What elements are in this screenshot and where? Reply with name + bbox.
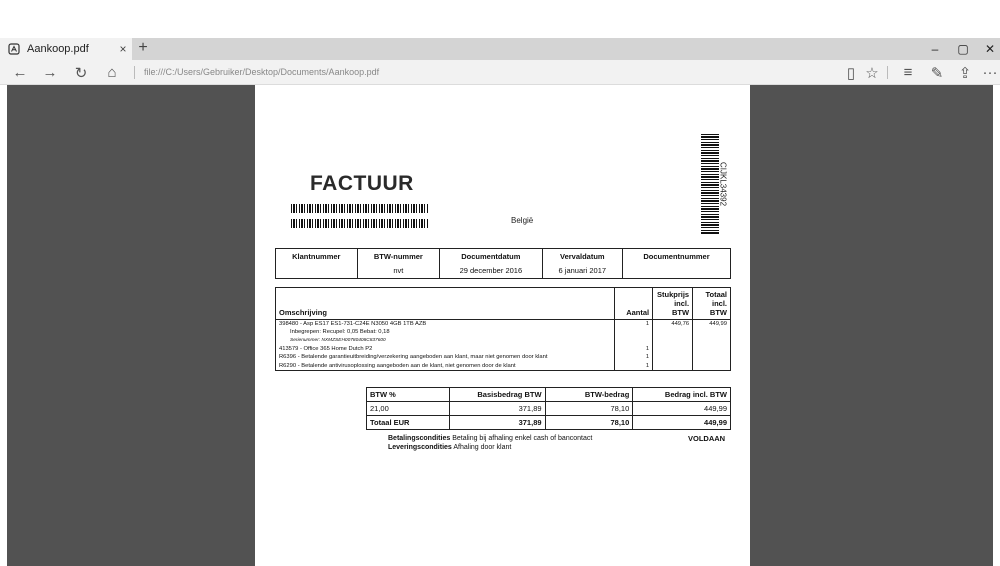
items-header-total-line2: incl. BTW xyxy=(709,299,727,317)
table-row xyxy=(276,320,731,329)
payment-terms-label: Betalingscondities xyxy=(388,435,451,442)
new-tab-button[interactable]: + xyxy=(138,39,148,56)
item-description: 413579 - Office 365 Home Dutch P2 xyxy=(276,345,615,353)
table-row xyxy=(276,337,731,345)
table-row xyxy=(276,361,731,370)
vat-summary-table xyxy=(366,387,731,430)
item-qty: 1 xyxy=(615,345,653,353)
vat-header: Bedrag incl. BTW xyxy=(633,388,731,402)
viewer-background-right xyxy=(750,85,993,566)
vat-total-vat: 78,10 xyxy=(545,416,633,430)
items-header-qty: Aantal xyxy=(615,288,653,320)
pdf-viewer[interactable] xyxy=(0,85,1000,566)
item-unit-price xyxy=(653,353,693,361)
home-button[interactable]: ⌂ xyxy=(107,64,117,81)
table-row-total xyxy=(367,416,731,430)
vat-incl-amount: 449,99 xyxy=(633,402,731,416)
item-unit-price xyxy=(653,328,693,336)
invoice-info-table xyxy=(275,248,731,279)
navigation-bar xyxy=(0,60,1000,85)
more-icon[interactable]: ··· xyxy=(982,64,998,81)
info-value xyxy=(623,263,731,279)
table-row xyxy=(367,402,731,416)
window-top-strip xyxy=(0,0,1000,38)
pdf-page xyxy=(255,86,750,566)
vat-total-base: 371,89 xyxy=(449,416,545,430)
items-header-description: Omschrijving xyxy=(276,288,615,320)
item-unit-price: 449,76 xyxy=(653,320,693,329)
reading-view-icon[interactable]: ▯ xyxy=(846,64,856,82)
close-window-button[interactable]: ✕ xyxy=(984,42,996,56)
item-total xyxy=(693,328,731,336)
info-header: BTW-nummer xyxy=(357,249,440,264)
tab-title: Aankoop.pdf xyxy=(27,43,89,55)
info-value: 6 januari 2017 xyxy=(542,263,622,279)
minimize-button[interactable]: – xyxy=(931,42,939,56)
vat-total-incl: 449,99 xyxy=(633,416,731,430)
vat-header: BTW % xyxy=(367,388,450,402)
item-unit-price xyxy=(653,337,693,345)
item-qty: 1 xyxy=(615,361,653,370)
share-icon[interactable]: ⇪ xyxy=(958,64,972,82)
payment-terms-value: Betaling bij afhaling enkel cash of bancontact xyxy=(452,435,593,442)
hub-icon[interactable]: ≡ xyxy=(903,64,913,81)
items-header-total xyxy=(693,288,731,320)
item-qty xyxy=(615,328,653,336)
vat-rate: 21,00 xyxy=(367,402,450,416)
barcode-graphic xyxy=(291,219,429,228)
item-description: R6290 - Betalende antivirusoplossing aangeboden aan de klant, niet genomen door de klant xyxy=(276,361,615,370)
info-header: Klantnummer xyxy=(276,249,358,264)
web-note-icon[interactable]: ✎ xyxy=(930,64,944,82)
viewer-background-left xyxy=(7,85,255,566)
item-unit-price xyxy=(653,361,693,370)
invoice-terms xyxy=(388,434,592,452)
items-header-unit-price-line2: incl. BTW xyxy=(672,299,690,317)
pdf-icon xyxy=(8,43,20,55)
item-total xyxy=(693,337,731,345)
address-bar[interactable]: file:///C:/Users/Gebruiker/Desktop/Documents/Aankoop.pdf xyxy=(144,67,380,77)
item-total xyxy=(693,345,731,353)
barcode-text: CIJKL34392 xyxy=(718,161,728,207)
favorite-star-icon[interactable]: ☆ xyxy=(865,64,879,82)
item-description: 398480 - Asp ES17 ES1-731-C24E N3050 4GB 1TB AZB xyxy=(276,320,615,329)
tab-aankoop-pdf[interactable] xyxy=(0,38,132,60)
payment-terms xyxy=(388,434,592,443)
address-separator xyxy=(134,66,135,79)
back-button[interactable]: ← xyxy=(12,64,28,81)
delivery-terms-value: Afhaling door klant xyxy=(453,444,512,451)
invoice-title: FACTUUR xyxy=(310,172,414,195)
item-description: R6396 - Betalende garantieuitbreiding/verzekering aangeboden aan klant, maar niet genomen door klant xyxy=(276,353,615,361)
item-qty: 1 xyxy=(615,353,653,361)
item-description: Serienummer: NXMZSEH00780408C837600 xyxy=(276,337,615,345)
vat-header: Basisbedrag BTW xyxy=(449,388,545,402)
items-header-total-line1: Totaal xyxy=(705,290,727,299)
info-value: nvt xyxy=(357,263,440,279)
item-total: 449,99 xyxy=(693,320,731,329)
vat-amount: 78,10 xyxy=(545,402,633,416)
table-row xyxy=(276,353,731,361)
items-header-unit-price xyxy=(653,288,693,320)
item-description: Inbegrepen: Recupel: 0,05 Bebat: 0,18 xyxy=(276,328,615,336)
invoice-country: België xyxy=(511,216,534,225)
restore-button[interactable]: ▢ xyxy=(957,42,969,56)
table-row xyxy=(276,328,731,336)
table-row xyxy=(276,345,731,353)
invoice-items-table xyxy=(275,287,731,371)
delivery-terms-label: Leveringscondities xyxy=(388,444,452,451)
vertical-barcode-graphic xyxy=(701,134,719,234)
info-value xyxy=(276,263,358,279)
info-header: Vervaldatum xyxy=(542,249,622,264)
refresh-button[interactable]: ↻ xyxy=(74,64,88,82)
vat-header: BTW-bedrag xyxy=(545,388,633,402)
info-header: Documentdatum xyxy=(440,249,543,264)
toolbar-separator xyxy=(887,66,888,79)
barcode-graphic xyxy=(291,204,429,213)
delivery-terms xyxy=(388,443,592,452)
info-header: Documentnummer xyxy=(623,249,731,264)
tab-close-icon[interactable]: × xyxy=(119,42,127,56)
vat-base-amount: 371,89 xyxy=(449,402,545,416)
tab-bar xyxy=(0,38,1000,60)
forward-button[interactable]: → xyxy=(42,64,58,81)
item-total xyxy=(693,353,731,361)
item-total xyxy=(693,361,731,370)
item-qty xyxy=(615,337,653,345)
item-qty: 1 xyxy=(615,320,653,329)
items-header-unit-price-line1: Stukprijs xyxy=(657,290,690,299)
vat-total-label: Totaal EUR xyxy=(367,416,450,430)
item-unit-price xyxy=(653,345,693,353)
info-value: 29 december 2016 xyxy=(440,263,543,279)
payment-status: VOLDAAN xyxy=(688,434,726,443)
